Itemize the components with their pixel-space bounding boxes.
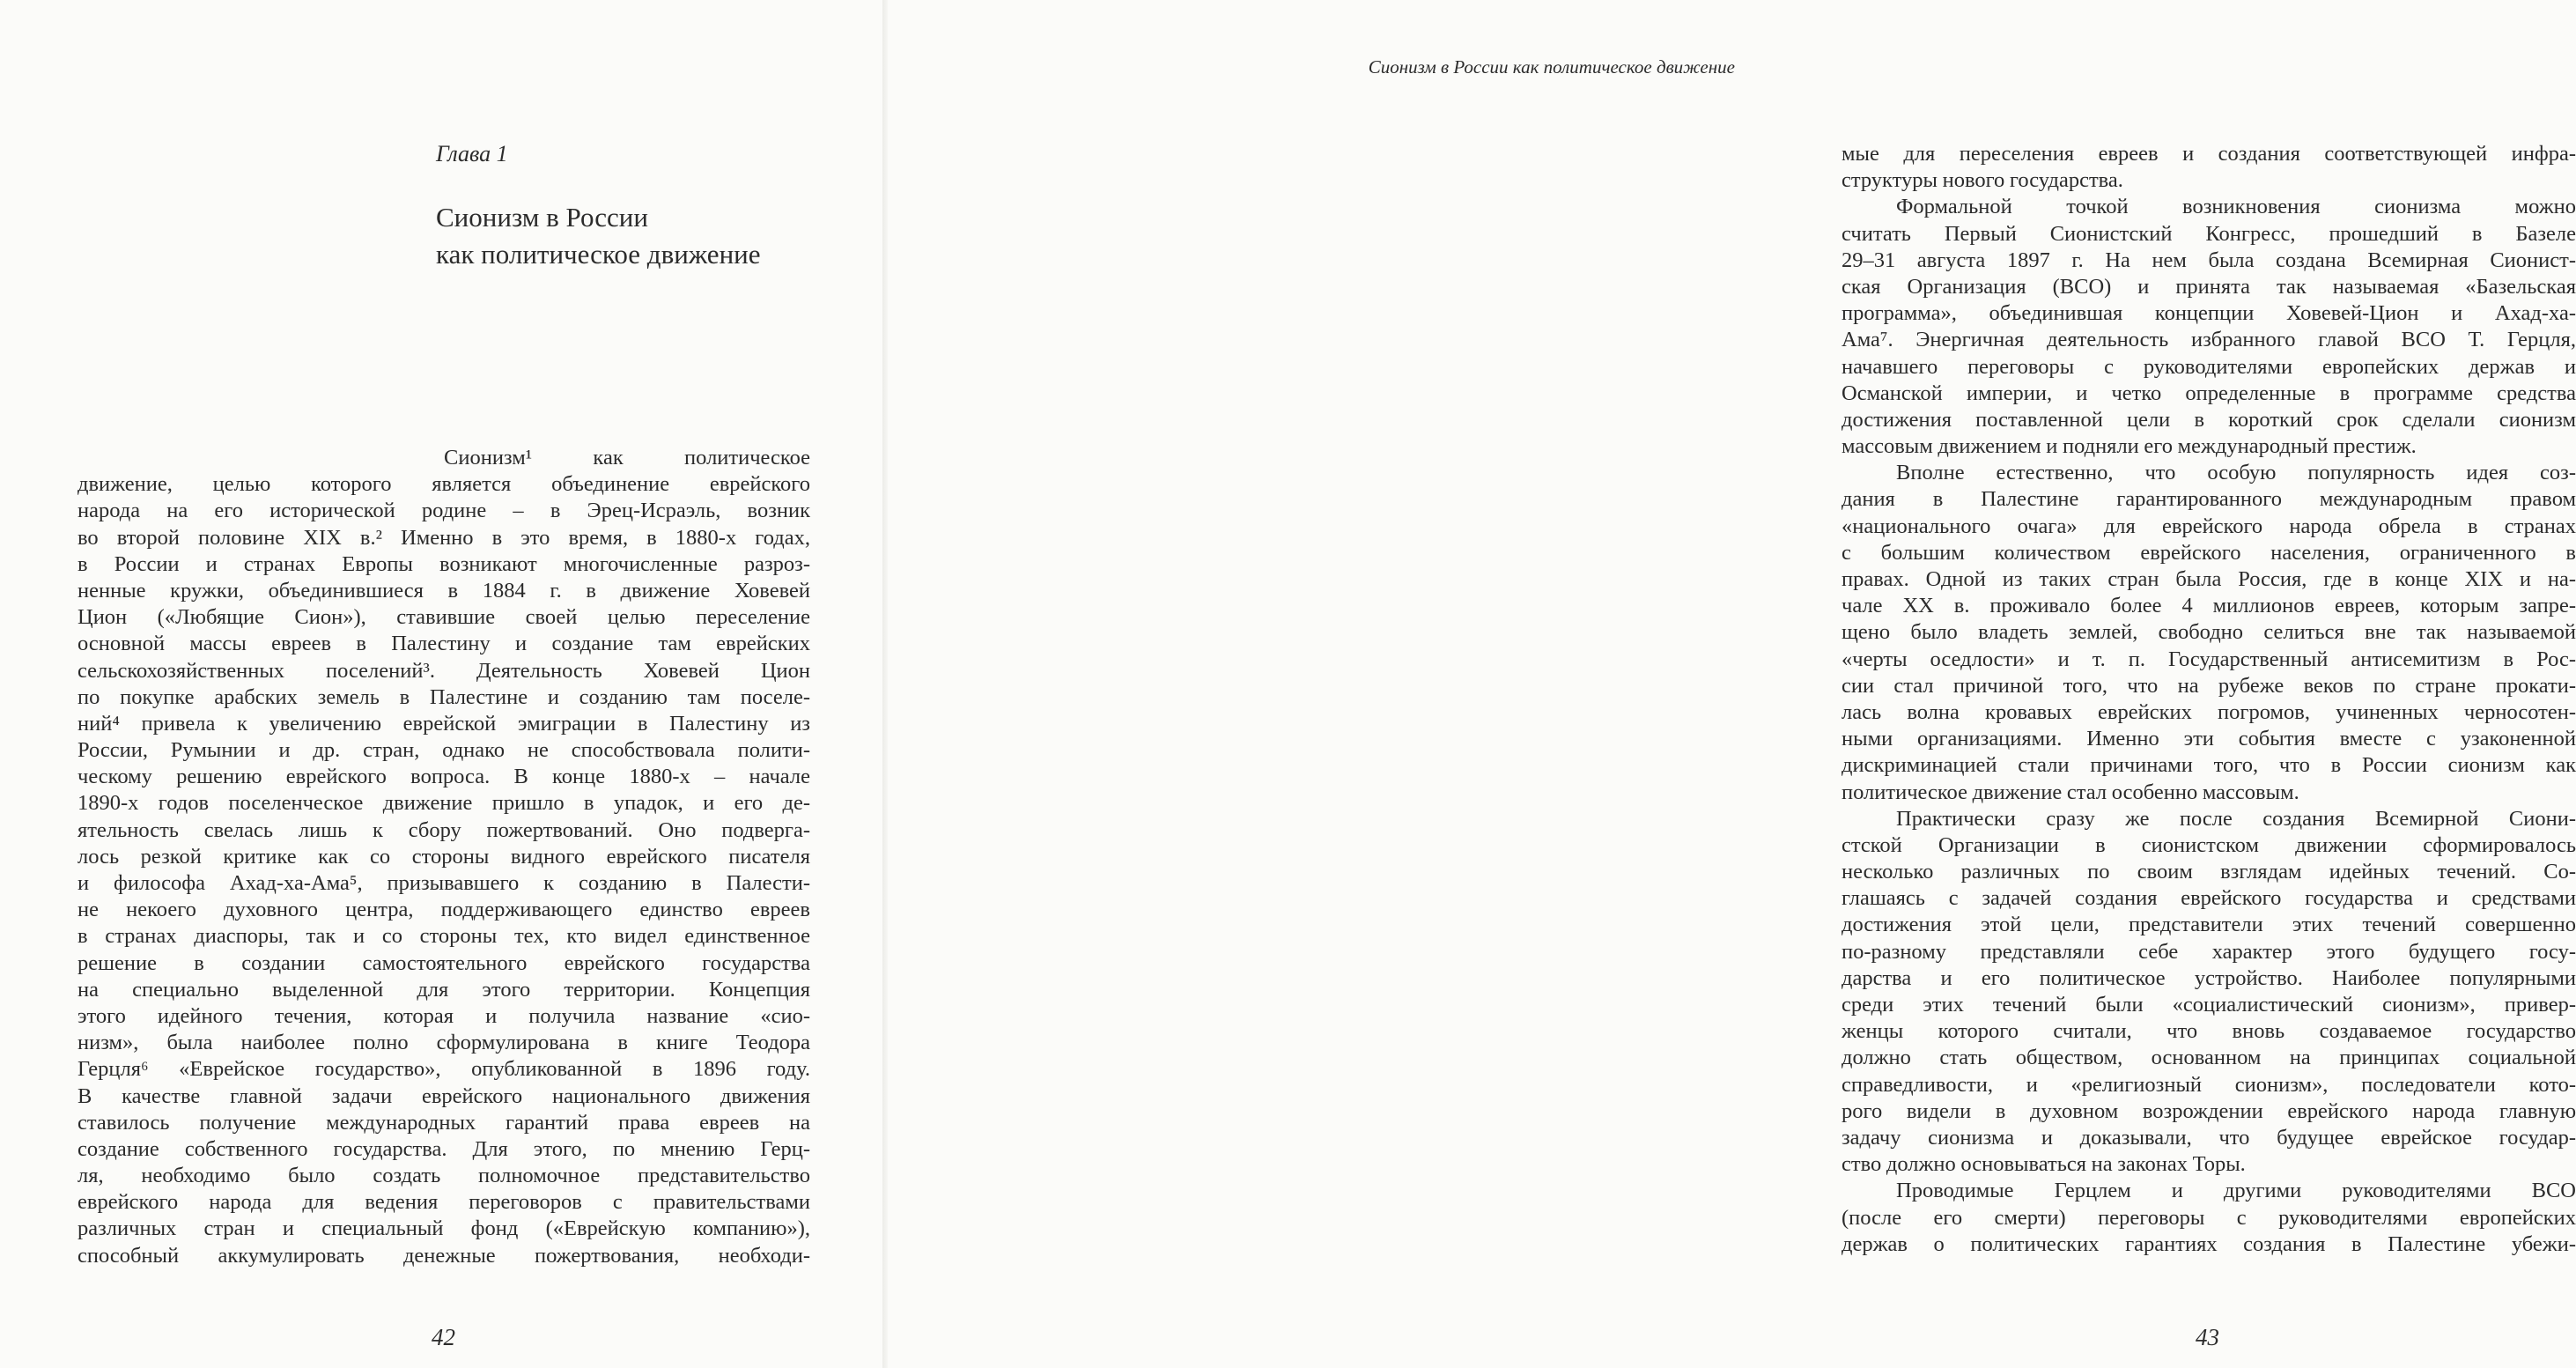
text-line: Практически сразу же после создания Всемирной Сиони- <box>1896 806 2576 831</box>
text-line: Вполне естественно, что особую популярность идея соз- <box>1896 461 2576 485</box>
text-line: глашаясь с задачей создания еврейского государства и средствами <box>1842 886 2576 911</box>
text-line: Сионизм¹ как политическое <box>444 446 810 470</box>
chapter-title <box>436 199 806 273</box>
text-line: среди этих течений были «социалистический сионизм», привер- <box>1842 993 2576 1017</box>
text-line: достижения поставленной цели в короткий срок сделали сионизм <box>1842 407 2576 432</box>
right-page <box>881 0 2576 1368</box>
text-line: ская Организация (ВСО) и принята так называемая «Базельская <box>1842 274 2576 299</box>
text-line: на специально выделенной для этого территории. Концепция <box>78 977 810 1002</box>
text-line: ятельность свелась лишь к сбору пожертвований. Оно подверга- <box>78 817 810 842</box>
text-line: чале XX в. проживало более 4 миллионов евреев, которым запре- <box>1842 594 2576 618</box>
text-line: политическое движение стал особенно массовым. <box>1842 780 2299 804</box>
text-line: ля, необходимо было создать полномочное представительство <box>78 1164 810 1188</box>
text-line: справедливости, и «религиозный сионизм», последователи кото- <box>1842 1072 2576 1097</box>
text-line: ний⁴ привела к увеличению еврейской эмиграции в Палестину из <box>78 711 810 736</box>
text-line: держав о политических гарантиях создания в Палестине убежи- <box>1842 1231 2576 1256</box>
text-line: «черты оседлости» и т. п. Государственный антисемитизм в Рос- <box>1842 647 2576 671</box>
text-line: должно стать обществом, основанном на принципах социальной <box>1842 1046 2576 1070</box>
text-line: основной массы евреев в Палестину и создание там еврейских <box>78 632 810 656</box>
text-line: ными организациями. Именно эти события вместе с узаконенной <box>1842 727 2576 751</box>
chapter-title-line: как политическое движение <box>436 239 761 270</box>
text-line: женцы которого считали, что вновь создаваемое государство <box>1842 1019 2576 1044</box>
text-line: считать Первый Сионистский Конгресс, прошедший в Базеле <box>1842 221 2576 246</box>
text-line: во второй половине XIX в.² Именно в это время, в 1880-х годах, <box>78 525 810 550</box>
text-line: структуры нового государства. <box>1842 168 2123 193</box>
text-line: Герцля⁶ «Еврейское государство», опубликованной в 1896 году. <box>78 1057 810 1082</box>
running-header: Сионизм в России как политическое движение <box>1368 56 1735 78</box>
text-line: щено было владеть землей, свободно селиться вне так называемой <box>1842 620 2576 645</box>
text-line: Цион («Любящие Сион»), ставившие своей целью переселение <box>78 605 810 630</box>
text-line: В качестве главной задачи еврейского национального движения <box>78 1083 810 1108</box>
text-line: создание собственного государства. Для этого, по мнению Герц- <box>78 1136 810 1161</box>
text-line: дарства и его политическое устройство. Наиболее популярными <box>1842 965 2576 990</box>
text-line: начавшего переговоры с руководителями европейских держав и <box>1842 354 2576 379</box>
text-line: правах. Одной из таких стран была Россия, где в конце XIX и на- <box>1842 567 2576 591</box>
text-line: Формальной точкой возникновения сионизма можно <box>1896 195 2576 219</box>
text-line: еврейского народа для ведения переговоров с правительствами <box>78 1190 810 1215</box>
text-line: мые для переселения евреев и создания соответствующей инфра- <box>1842 142 2576 166</box>
text-line: лось резкой критике как со стороны видного еврейского писателя <box>78 844 810 869</box>
text-line: ство должно основываться на законах Торы. <box>1842 1152 2246 1177</box>
text-line: низм», была наиболее полно сформулирована в книге Теодора <box>78 1031 810 1055</box>
text-line: по покупке арабских земель в Палестине и созданию там поселе- <box>78 684 810 709</box>
text-line: России, Румынии и др. стран, однако не способствовала полити- <box>78 738 810 763</box>
text-line: ческому решению еврейского вопроса. В конце 1880-х – начале <box>78 765 810 789</box>
text-line: дания в Палестине гарантированного международным правом <box>1842 487 2576 512</box>
left-body-text <box>78 445 810 1269</box>
text-line: решение в создании самостоятельного еврейского государства <box>78 950 810 975</box>
chapter-label: Глава 1 <box>436 141 508 166</box>
text-line: не некоего духовного центра, поддерживающего единство евреев <box>78 898 810 922</box>
text-line: ненные кружки, объединившиеся в 1884 г. в движение Ховевей <box>78 578 810 603</box>
text-line: в России и странах Европы возникают многочисленные разроз- <box>78 551 810 576</box>
text-line: и философа Ахад-ха-Ама⁵, призывавшего к созданию в Палести- <box>78 871 810 895</box>
page-number-left: 42 <box>432 1324 455 1350</box>
text-line: ставилось получение международных гарантий права евреев на <box>78 1110 810 1135</box>
text-line: «национального очага» для еврейского народа обрела в странах <box>1842 514 2576 538</box>
text-line: этого идейного течения, которая и получила название «сио- <box>78 1003 810 1028</box>
text-line: сии стал причиной того, что на рубеже веков по стране прокати- <box>1842 673 2576 698</box>
text-line: достижения этой цели, представители этих течений совершенно <box>1842 913 2576 937</box>
page-number-right: 43 <box>2196 1324 2219 1350</box>
text-line: дискриминацией стали причинами того, что в России сионизм как <box>1842 753 2576 778</box>
text-line: стской Организации в сионистском движении сформировалось <box>1842 832 2576 857</box>
text-line: в странах диаспоры, так и со стороны тех, кто видел единственное <box>78 924 810 949</box>
text-line: Османской империи, и четко определенные в программе средства <box>1842 381 2576 405</box>
text-line: рого видели в духовном возрождении еврейского народа главную <box>1842 1098 2576 1123</box>
text-line: 1890-х годов поселенческое движение пришло в упадок, и его де- <box>78 791 810 816</box>
text-line: Ама⁷. Энергичная деятельность избранного главой ВСО Т. Герцля, <box>1842 328 2576 352</box>
text-line: по-разному представляли себе характер этого будущего госу- <box>1842 939 2576 964</box>
text-line: народа на его исторической родине – в Эрец-Исраэль, возник <box>78 499 810 523</box>
text-line: (после его смерти) переговоры с руководителями европейских <box>1842 1205 2576 1230</box>
text-line: задачу сионизма и доказывали, что будущее еврейское государ- <box>1842 1125 2576 1150</box>
text-line: 29–31 августа 1897 г. На нем была создана Всемирная Сионист- <box>1842 248 2576 272</box>
text-line: массовым движением и подняли его международный престиж. <box>1842 434 2417 459</box>
right-body-text <box>1842 141 2576 1258</box>
text-line: с большим количеством еврейского населения, ограниченного в <box>1842 540 2576 565</box>
chapter-title-line: Сионизм в России <box>436 202 648 233</box>
text-line: программа», объединившая концепции Ховевей-Цион и Ахад-ха- <box>1842 301 2576 326</box>
text-line: способный аккумулировать денежные пожертвования, необходи- <box>78 1243 810 1268</box>
text-line: движение, целью которого является объединение еврейского <box>78 472 810 497</box>
text-line: Проводимые Герцлем и другими руководителями ВСО <box>1896 1179 2576 1203</box>
text-line: лась волна кровавых еврейских погромов, учиненных черносотен- <box>1842 699 2576 724</box>
text-line: различных стран и специальный фонд («Еврейскую компанию»), <box>78 1216 810 1241</box>
text-line: несколько различных по своим взглядам идейных течений. Со- <box>1842 860 2576 884</box>
left-page <box>0 0 881 1368</box>
text-line: сельскохозяйственных поселений³. Деятельность Ховевей Цион <box>78 658 810 683</box>
